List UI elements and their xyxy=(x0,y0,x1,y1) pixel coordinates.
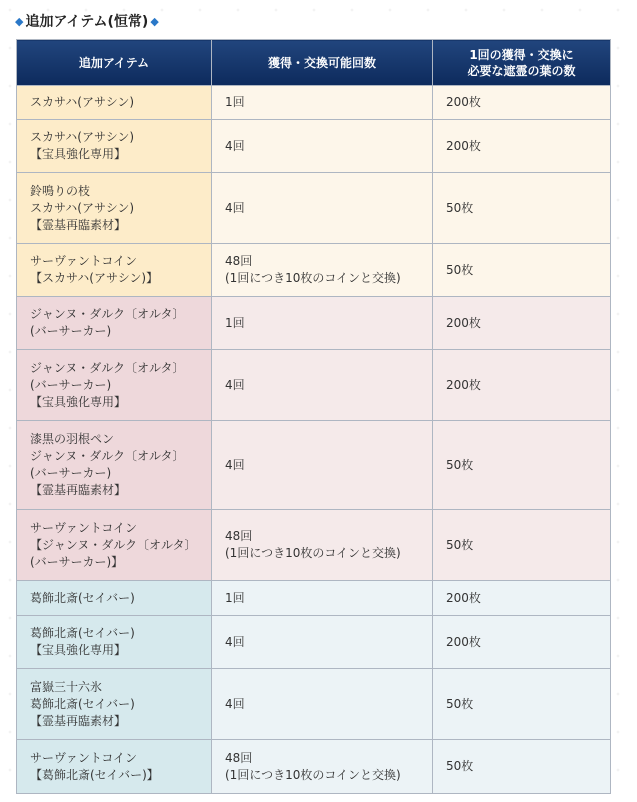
item-name-line: 葛飾北斎(セイバー) xyxy=(30,590,135,605)
count-line: 4回 xyxy=(225,696,245,711)
cost-cell: 50枚 xyxy=(433,244,611,297)
header-cost-line2: 必要な遮霊の葉の数 xyxy=(467,63,576,78)
count-cell xyxy=(212,120,433,173)
item-name-line: サーヴァントコイン xyxy=(30,750,138,765)
item-name-line: 【霊基再臨素材】 xyxy=(30,217,127,232)
item-cell xyxy=(17,581,212,616)
table-row xyxy=(17,510,611,581)
count-cell xyxy=(212,740,433,794)
table-row xyxy=(17,581,611,616)
item-name-line: ジャンヌ・ダルク〔オルタ〕 xyxy=(30,307,185,321)
cost-cell: 200枚 xyxy=(433,86,611,120)
count-line: 1回 xyxy=(225,590,245,605)
count-line: 48回 xyxy=(225,750,253,765)
diamond-icon: ◆ xyxy=(15,14,24,28)
header-cost xyxy=(433,40,611,86)
count-line: 4回 xyxy=(225,377,245,392)
item-name-line: スカサハ(アサシン) xyxy=(30,200,135,215)
item-name-line: (バーサーカー) xyxy=(30,377,112,392)
item-name-line: ジャンヌ・ダルク〔オルタ〕 xyxy=(30,360,185,375)
count-cell xyxy=(212,173,433,244)
count-cell xyxy=(212,297,433,350)
count-cell xyxy=(212,244,433,297)
item-name-line: 【霊基再臨素材】 xyxy=(30,483,127,497)
item-cell xyxy=(17,86,212,120)
item-name-line: サーヴァントコイン xyxy=(30,254,138,268)
item-name-line: 富嶽三十六氷 xyxy=(30,679,103,694)
diamond-icon: ◆ xyxy=(150,14,159,28)
count-cell xyxy=(212,86,433,120)
table-row xyxy=(17,740,611,794)
item-cell xyxy=(17,740,212,794)
item-name-line: 【宝具強化専用】 xyxy=(30,394,127,409)
item-cell xyxy=(17,616,212,669)
item-cell xyxy=(17,421,212,510)
count-line: (1回につき10枚のコインと交換) xyxy=(225,546,401,560)
cost-cell: 50枚 xyxy=(433,510,611,581)
table-header-row xyxy=(17,40,611,86)
count-cell xyxy=(212,669,433,740)
item-name-line: 【霊基再臨素材】 xyxy=(30,713,127,728)
count-line: 48回 xyxy=(225,254,253,268)
item-name-line: (バーサーカー)】 xyxy=(30,554,124,569)
count-cell xyxy=(212,581,433,616)
section-title xyxy=(15,10,159,32)
header-count: 獲得・交換可能回数 xyxy=(212,40,433,86)
cost-cell: 200枚 xyxy=(433,297,611,350)
item-name-line: 漆黒の羽根ペン xyxy=(30,432,115,446)
item-cell xyxy=(17,244,212,297)
table-row xyxy=(17,297,611,350)
item-name-line: 【葛飾北斎(セイバー)】 xyxy=(30,767,159,782)
section-title-text: 追加アイテム(恒常) xyxy=(25,14,149,30)
cost-cell: 50枚 xyxy=(433,421,611,510)
count-line: 4回 xyxy=(225,138,245,153)
header-cost-line1: 1回の獲得・交換に xyxy=(469,47,574,62)
table-row xyxy=(17,669,611,740)
item-name-line: 葛飾北斎(セイバー) xyxy=(30,696,135,711)
header-item: 追加アイテム xyxy=(17,40,212,86)
cost-cell: 200枚 xyxy=(433,120,611,173)
count-line: 4回 xyxy=(225,634,245,649)
cost-cell: 50枚 xyxy=(433,669,611,740)
cost-cell: 50枚 xyxy=(433,173,611,244)
table-row xyxy=(17,350,611,421)
count-line: 4回 xyxy=(225,457,245,472)
item-cell xyxy=(17,350,212,421)
item-cell xyxy=(17,120,212,173)
count-line: 48回 xyxy=(225,529,253,543)
item-cell xyxy=(17,173,212,244)
table-row xyxy=(17,421,611,510)
additional-items-table xyxy=(16,39,611,794)
item-name-line: ジャンヌ・ダルク〔オルタ〕 xyxy=(30,449,185,463)
count-cell xyxy=(212,616,433,669)
item-name-line: (バーサーカー) xyxy=(30,466,112,480)
cost-cell: 200枚 xyxy=(433,581,611,616)
item-name-line: 葛飾北斎(セイバー) xyxy=(30,626,135,640)
item-cell xyxy=(17,669,212,740)
table-row xyxy=(17,616,611,669)
item-name-line: 【スカサハ(アサシン)】 xyxy=(30,271,159,285)
count-line: 1回 xyxy=(225,315,245,330)
item-name-line: 鈴鳴りの枝 xyxy=(30,183,91,198)
item-name-line: 【宝具強化専用】 xyxy=(30,643,127,657)
count-line: 4回 xyxy=(225,200,245,215)
item-cell xyxy=(17,297,212,350)
item-name-line: スカサハ(アサシン) xyxy=(30,95,135,109)
count-line: 1回 xyxy=(225,95,245,109)
item-name-line: (バーサーカー) xyxy=(30,324,112,338)
item-name-line: サーヴァントコイン xyxy=(30,520,138,535)
item-name-line: 【ジャンヌ・ダルク〔オルタ〕 xyxy=(30,537,197,552)
cost-cell: 200枚 xyxy=(433,616,611,669)
item-name-line: 【宝具強化専用】 xyxy=(30,147,127,161)
item-cell xyxy=(17,510,212,581)
count-cell xyxy=(212,510,433,581)
item-name-line: スカサハ(アサシン) xyxy=(30,130,135,144)
count-line: (1回につき10枚のコインと交換) xyxy=(225,271,401,285)
table-row xyxy=(17,86,611,120)
count-line: (1回につき10枚のコインと交換) xyxy=(225,767,401,782)
table-row xyxy=(17,120,611,173)
table-row xyxy=(17,173,611,244)
table-row xyxy=(17,244,611,297)
count-cell xyxy=(212,421,433,510)
cost-cell: 50枚 xyxy=(433,740,611,794)
cost-cell: 200枚 xyxy=(433,350,611,421)
count-cell xyxy=(212,350,433,421)
